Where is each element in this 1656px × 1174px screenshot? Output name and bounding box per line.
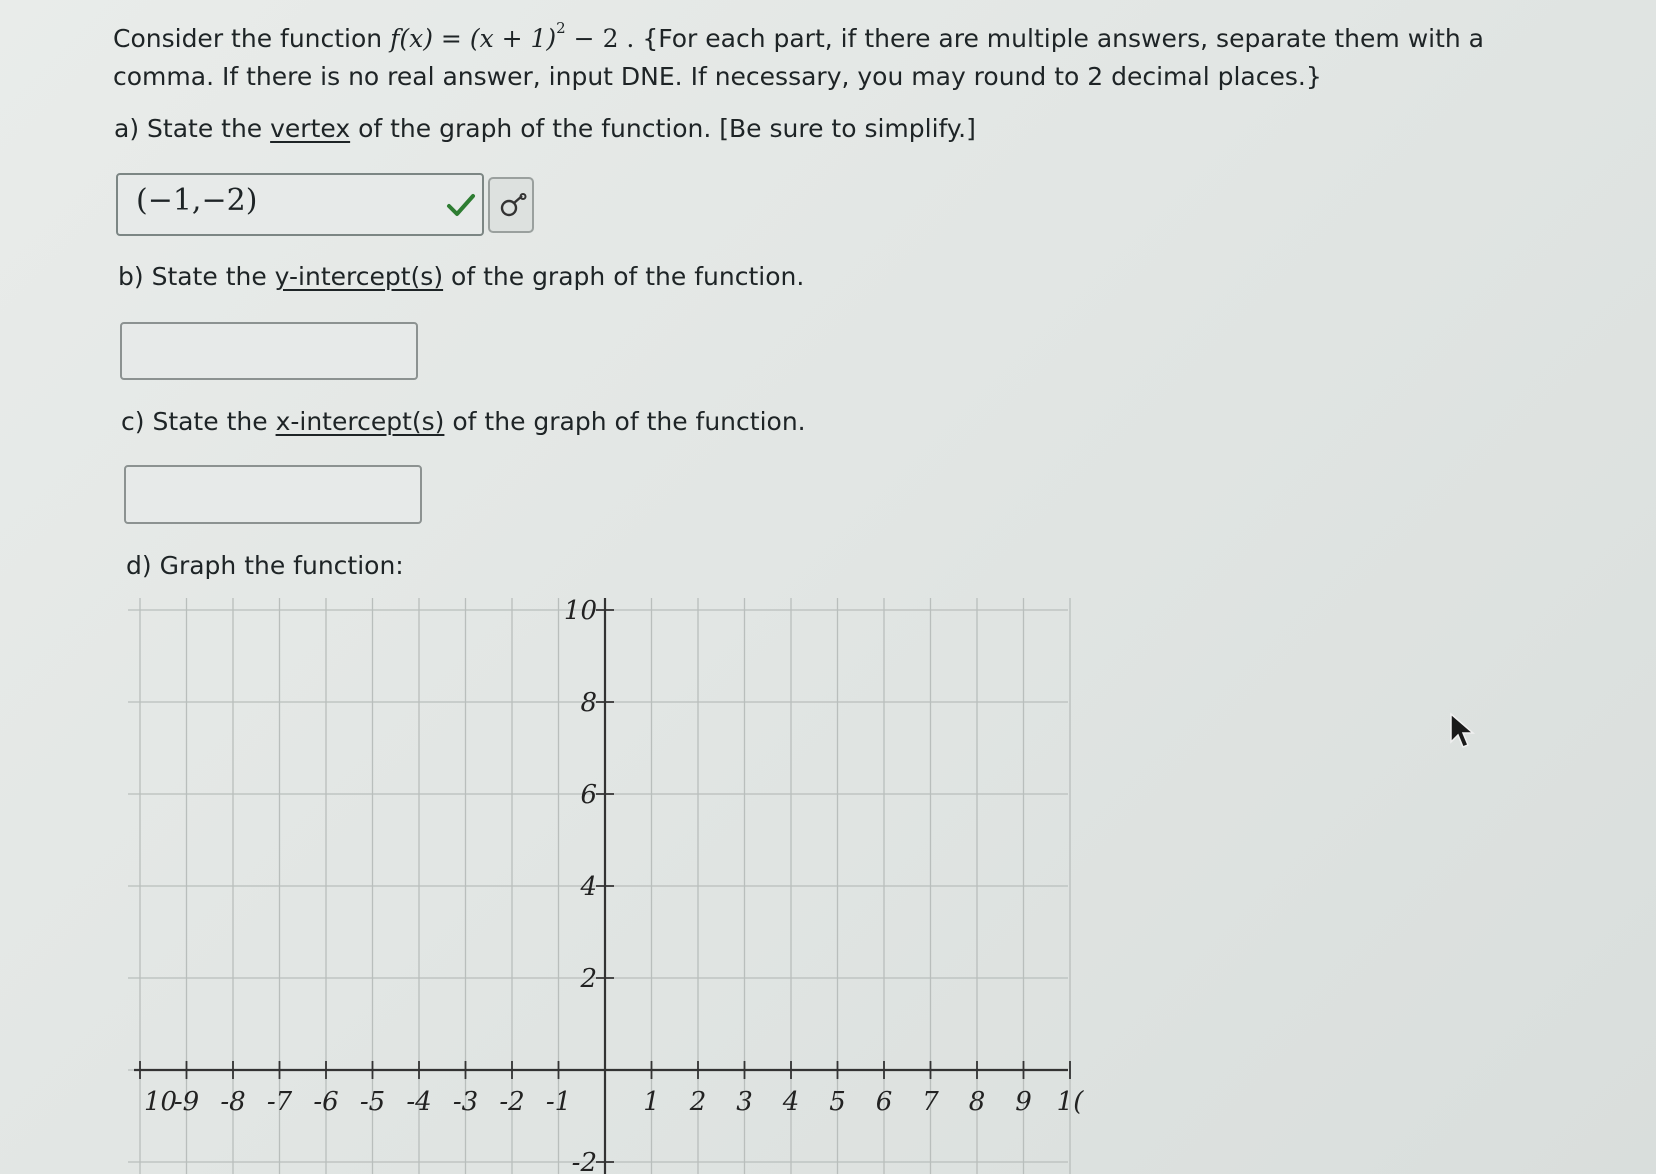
x-tick-label: 4 [782,1087,800,1117]
part-b-keyword: y-intercept(s) [274,262,444,291]
part-a-prefix: a) State the [114,114,263,143]
x-tick-label: 9 [1015,1087,1032,1117]
part-c-suffix: of the graph of the function. [452,407,806,436]
y-tick-label: 6 [580,780,597,810]
x-tick-label: 6 [875,1087,893,1117]
preview-formula-icon [499,193,527,219]
part-d-prompt: d) Graph the function: [126,551,404,580]
function-formula: $f(x) = (x + 1)^2 - 2$ . [390,19,635,53]
x-tick-label: -4 [406,1087,432,1117]
x-tick-label: 10 [144,1087,178,1117]
part-a-suffix: of the graph of the function. [Be sure to simplify.] [358,114,976,143]
part-b-prompt [118,262,804,291]
part-c-keyword: x-intercept(s) [275,407,445,436]
x-tick-label: 2 [689,1087,707,1117]
x-intercept-answer-field[interactable] [124,465,422,524]
x-tick-label: -6 [313,1087,339,1117]
x-tick-label: 8 [968,1087,986,1117]
part-c-prefix: c) State the [121,407,268,436]
function-exponent: 2 [556,19,566,37]
check-icon [446,192,476,218]
x-tick-label: 7 [922,1087,939,1117]
x-tick-label: -1 [545,1087,572,1117]
part-c-prompt [121,407,806,436]
x-tick-label: 5 [829,1087,846,1117]
x-tick-label: 1( [1056,1087,1084,1117]
x-tick-label: -9 [173,1087,200,1117]
function-rhs-tail: − 2 . [573,24,635,53]
x-tick-label: -2 [499,1087,525,1117]
y-intercept-answer-field[interactable] [120,322,418,380]
y-tick-label: 2 [580,964,597,994]
part-a-keyword: vertex [270,114,351,143]
vertex-answer-value: (−1,−2) [136,183,258,218]
mouse-pointer-icon [1448,712,1476,752]
problem-statement [113,20,1513,96]
y-tick-label: -2 [571,1148,597,1174]
x-tick-label: 3 [736,1087,753,1117]
vertex-answer-field[interactable] [116,173,484,236]
y-tick-label: 4 [580,872,597,902]
x-tick-label: -8 [220,1087,246,1117]
y-tick-label: 8 [580,688,597,718]
preview-formula-button[interactable] [488,177,534,233]
x-tick-label: -3 [452,1087,479,1117]
function-lhs: f(x) [390,24,433,53]
part-b-prefix: b) State the [118,262,267,291]
problem-instructions: {For each part, if there are multiple answers, separate them with a comma. If there is no real answer, input DNE. If necessary, you may round to 2 decimal places.} [113,24,1485,91]
x-tick-label: 1 [643,1087,660,1117]
x-tick-label: -7 [266,1087,293,1117]
part-a-prompt [114,114,976,143]
x-tick-label: -5 [359,1087,386,1117]
graphing-grid[interactable] [128,596,1084,1174]
problem-intro: Consider the function [113,24,383,53]
y-tick-label: 10 [563,596,597,626]
part-b-suffix: of the graph of the function. [451,262,805,291]
function-rhs-base: (x + 1) [469,24,557,53]
